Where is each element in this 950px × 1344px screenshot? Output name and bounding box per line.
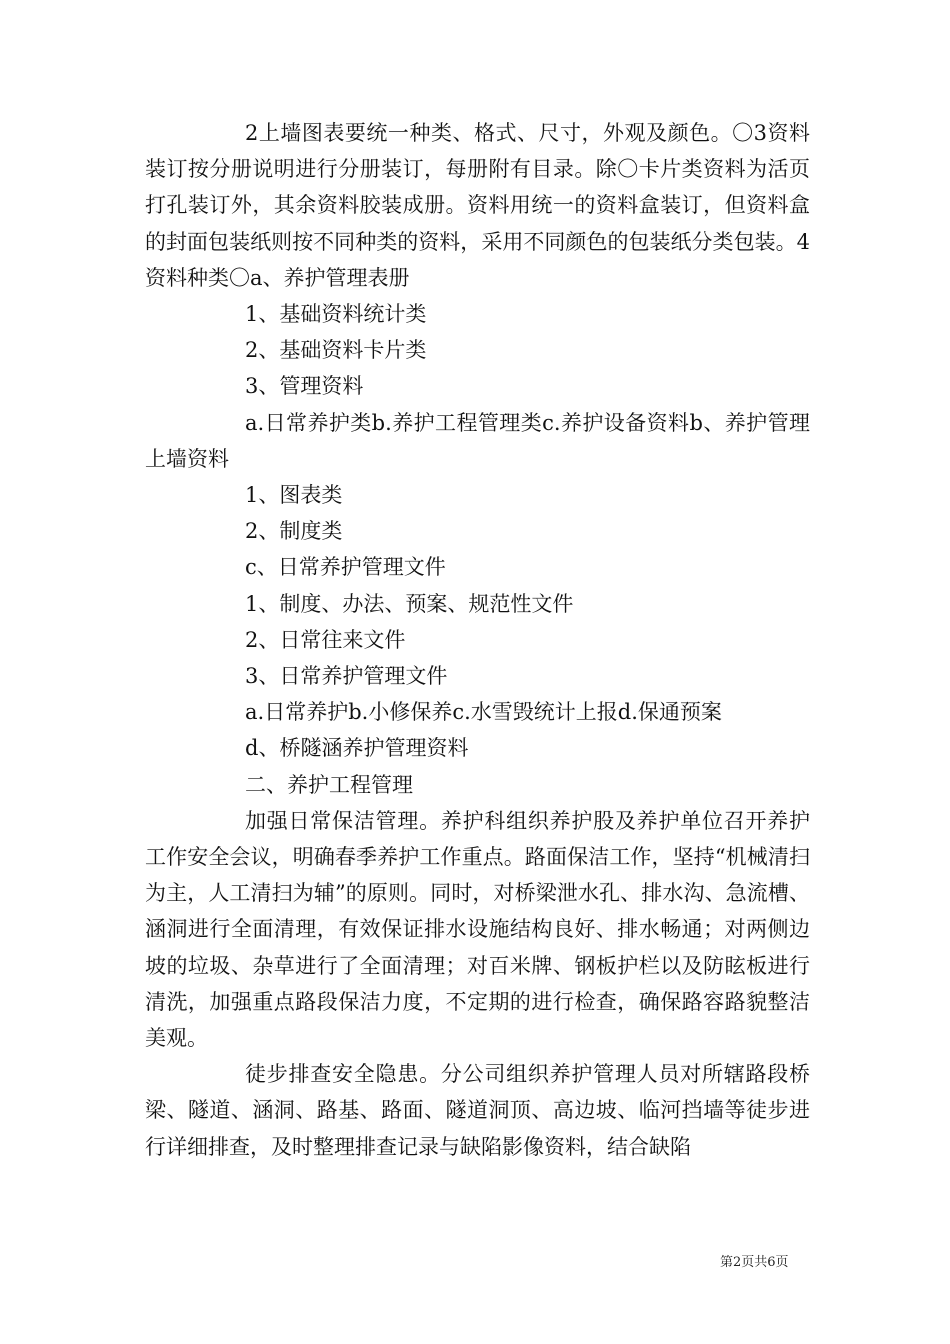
list-item-routine-files: 3、日常养护管理文件 [245,664,448,689]
list-item-basic-cards: 2、基础资料卡片类 [245,338,427,363]
page-number-footer: 第2页共6页 [720,1255,789,1270]
paragraph-hazard-inspection: 徒步排查安全隐患。分公司组织养护管理人员对所辖路段桥梁、隧道、涵洞、路基、路面、隧道洞顶、高边坡、临河挡墙等徒步进行详细排查，及时整理排查记录与缺陷影像资料，结合缺陷 [145,1062,810,1159]
list-item-management-materials: 3、管理资料 [245,374,364,399]
list-item-routine-subtypes: a.日常养护b.小修保养c.水雪毁统计上报d.保通预案 [245,700,722,725]
list-item-basic-statistics: 1、基础资料统计类 [245,302,427,327]
list-item-routine-categories: a.日常养护类b.养护工程管理类c.养护设备资料b、养护管理上墙资料 [145,410,810,471]
document-body [145,115,810,1165]
paragraph-daily-cleaning: 加强日常保洁管理。养护科组织养护股及养护单位召开养护工作安全会议，明确春季养护工作重点。路面保洁工作，坚持“机械清扫为主，人工清扫为辅”的原则。同时，对桥梁泄水孔、排水沟、急流槽、涵洞进行全面清理，有效保证排水设施结构良好、排水畅通；对两侧边坡的垃圾、杂草进行了全面清理；对百米牌、钢板护栏以及防眩板进行清洗，加强重点路段保洁力度，不定期的进行检查，确保路容路貌整洁美观。 [145,808,810,1051]
heading-maintenance-engineering: 二、养护工程管理 [245,772,413,797]
list-item-charts: 1、图表类 [245,483,343,508]
section-bridge-tunnel: d、桥隧涵养护管理资料 [245,736,469,761]
paragraph-binding-requirements: 2上墙图表要统一种类、格式、尺寸，外观及颜色。〇3资料装订按分册说明进行分册装订，每册附有目录。除〇卡片类资料为活页打孔装订外，其余资料胶装成册。资料用统一的资料盒装订，但资料盒的封面包装纸则按不同种类的资料，采用不同颜色的包装纸分类包装。4资料种类〇a、养护管理表册 [145,121,810,290]
list-item-correspondence: 2、日常往来文件 [245,627,406,652]
list-item-policies: 1、制度、办法、预案、规范性文件 [245,591,574,616]
list-item-regulations: 2、制度类 [245,519,343,544]
section-routine-documents: c、日常养护管理文件 [245,555,446,580]
